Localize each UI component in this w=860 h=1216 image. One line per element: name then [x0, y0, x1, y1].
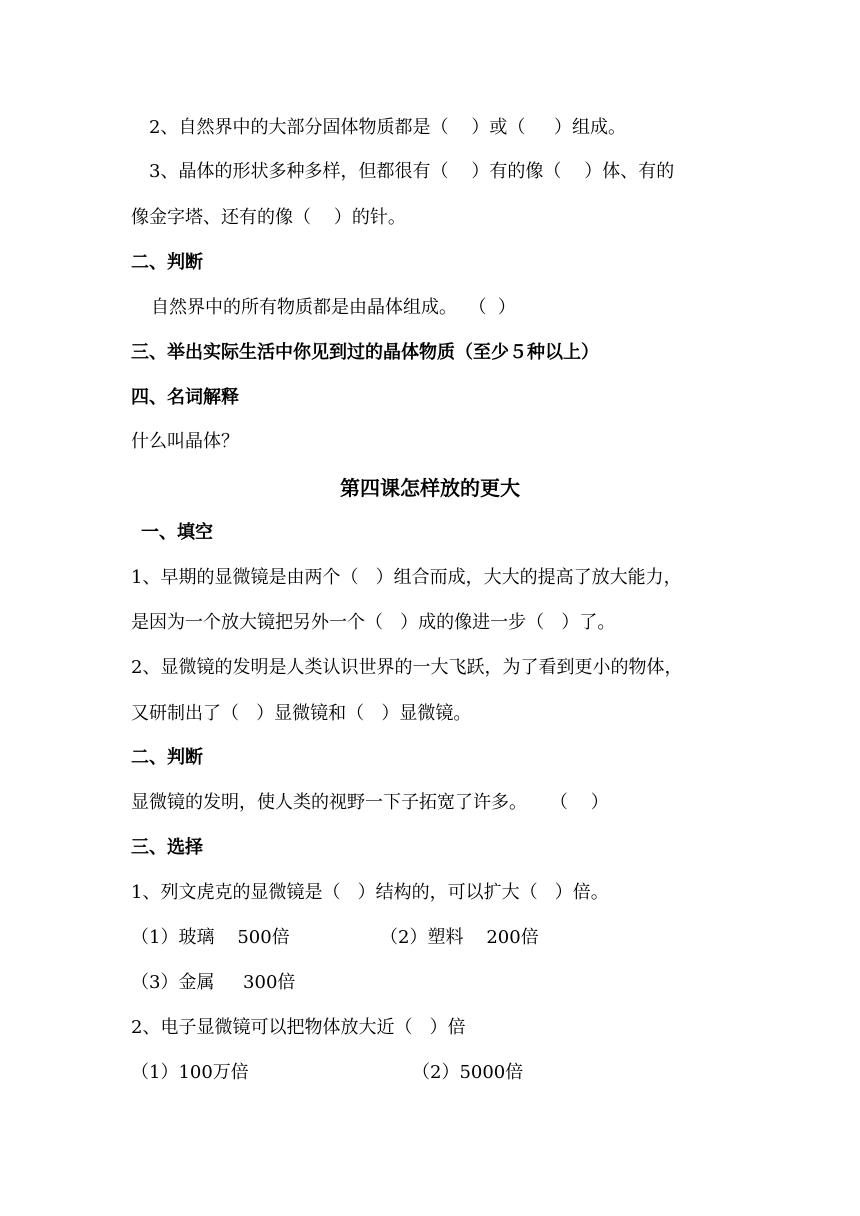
lesson-judge-heading: 二、判断 [131, 747, 203, 768]
fill-question-3-line-1: 3、晶体的形状多种多样，但都很有（ ）有的像（ ）体、有的 [149, 161, 675, 182]
lesson-fill-question-1-line-2: 是因为一个放大镜把另外一个（ ）成的像进一步（ ）了。 [131, 612, 616, 633]
example-heading: 三、举出实际生活中你见到过的晶体物质（至少５种以上） [131, 342, 599, 363]
lesson-fill-question-2-line-2: 又研制出了（ ）显微镜和（ ）显微镜。 [131, 703, 472, 724]
choice-q1-option-3: （3）金属 300倍 [131, 972, 296, 993]
judge-question: 自然界中的所有物质都是由晶体组成。 （ ） [151, 297, 516, 318]
fill-question-2: 2、自然界中的大部分固体物质都是（ ）或（ ）组成。 [149, 117, 626, 138]
term-question: 什么叫晶体？ [131, 431, 239, 452]
lesson-fill-question-2-line-1: 2、显微镜的发明是人类认识世界的一大飞跃，为了看到更小的物体， [131, 657, 683, 678]
lesson-judge-question: 显微镜的发明，使人类的视野一下子拓宽了许多。 （ ） [131, 792, 609, 813]
choice-question-2: 2、电子显微镜可以把物体放大近（ ）倍 [131, 1017, 466, 1038]
choice-question-1: 1、列文虎克的显微镜是（ ）结构的，可以扩大（ ）倍。 [131, 882, 609, 903]
choice-q1-option-1: （1）玻璃 500倍 [131, 927, 290, 948]
choice-q2-option-2: （2）5000倍 [412, 1062, 524, 1083]
fill-question-3-line-2: 像金字塔、还有的像（ ）的针。 [131, 207, 406, 228]
choice-q1-option-2: （2）塑料 200倍 [380, 927, 539, 948]
lesson-title: 第四课怎样放的更大 [340, 476, 520, 500]
choice-q2-option-1: （1）100万倍 [131, 1062, 249, 1083]
choice-heading: 三、选择 [131, 837, 203, 858]
judge-heading: 二、判断 [131, 252, 203, 273]
term-heading: 四、名词解释 [131, 387, 239, 408]
lesson-fill-question-1-line-1: 1、早期的显微镜是由两个（ ）组合而成，大大的提高了放大能力， [131, 567, 682, 588]
fill-heading: 一、填空 [141, 522, 213, 543]
